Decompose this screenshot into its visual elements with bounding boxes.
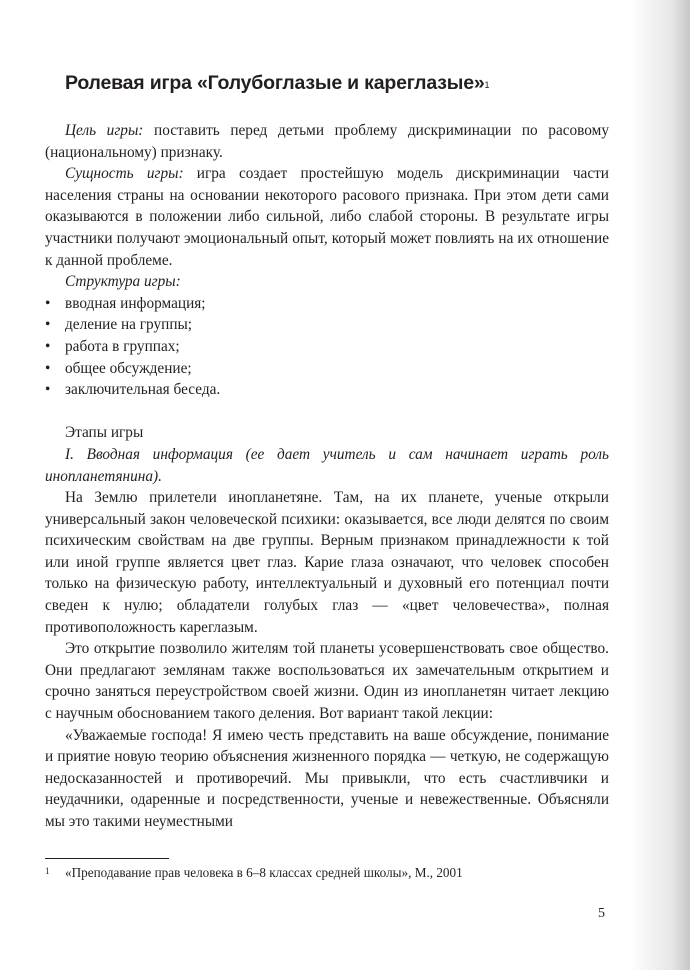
spacer — [45, 401, 609, 423]
title-text: Ролевая игра «Голубоглазые и кареглазые» — [65, 72, 485, 94]
page-edge-shadow — [630, 0, 690, 970]
page-title — [65, 70, 609, 96]
bullet-icon: • — [45, 316, 51, 334]
page-body — [45, 70, 609, 833]
structure-label: Структура игры: — [65, 273, 181, 291]
essence-label: Сущность игры: — [65, 165, 184, 183]
page-number: 5 — [598, 906, 605, 921]
list-item — [45, 336, 609, 358]
bullet-icon: • — [45, 359, 51, 377]
stage-1-heading: I. Вводная информация (ее дает учитель и сам начинает играть роль инопланетянина). — [45, 445, 609, 485]
structure-list — [45, 293, 609, 401]
footnote-divider — [45, 858, 169, 859]
body-paragraph-2: Это открытие позволило жителям той планеты усовершенствовать свое общество. Они предлагают землянам также воспользоваться их замечательным открытием и срочно заняться переустройством своей жизни. Один из инопланетян читает лекцию с научным обоснованием такого деления. Вот вариант такой лекции: — [45, 640, 609, 723]
footnote-mark: 1 — [45, 866, 50, 876]
goal-paragraph — [45, 120, 609, 163]
list-item-text: общее обсуждение; — [65, 359, 192, 377]
essence-paragraph — [45, 163, 609, 271]
essence-text: игра создает простейшую модель дискриминации части населения страны на основании некоторого расового признака. При этом дети сами оказываются в положении либо сильной, либо слабой стороны. В результате игры участники получают эмоциональный опыт, который может повлиять на их отношение к данной проблеме. — [45, 165, 609, 269]
footnote-text: «Преподавание прав человека в 6–8 классах средней школы», М., 2001 — [65, 865, 463, 880]
title-footnote-ref[interactable]: 1 — [484, 80, 490, 90]
list-item-text: работа в группах; — [65, 337, 180, 355]
bullet-icon: • — [45, 337, 51, 355]
body-paragraph-3: «Уважаемые господа! Я имею честь представить на ваше обсуждение, понимание и приятие новую теорию объяснения жизненного порядка — четкую, не содержащую недосказанностей и противоречий. Мы привыкли, что есть счастливчики и неудачники, одаренные и посредственности, ученые и невежественные. Объясняли мы это такими неуместными — [45, 726, 609, 830]
goal-label: Цель игры: — [65, 122, 144, 139]
list-item — [45, 293, 609, 315]
list-item-text: деление на группы; — [65, 316, 193, 334]
body-paragraph-1: На Землю прилетели инопланетяне. Там, на их планете, ученые открыли универсальный закон человеческой психики: оказывается, все люди делятся по своим психическим свойствам на две группы. Верным признаком принадлежности к той или иной группе является цвет глаз. Карие глаза означают, что человек способен только на физическую работу, интеллектуальный и духовный его потенциал почти сведен к нулю; обладатели голубых глаз — «цвет человечества», полная противоположность кареглазым. — [45, 489, 609, 636]
list-item — [45, 314, 609, 336]
list-item-text: вводная информация; — [65, 294, 206, 312]
list-item — [45, 358, 609, 380]
goal-text: поставить перед детьми проблему дискриминации по расовому (национальному) признаку. — [45, 122, 609, 161]
bullet-icon: • — [45, 294, 51, 312]
stages-heading: Этапы игры — [65, 424, 144, 442]
list-item — [45, 379, 609, 401]
bullet-icon: • — [45, 381, 51, 399]
list-item-text: заключительная беседа. — [65, 381, 221, 399]
main-text — [45, 120, 609, 833]
